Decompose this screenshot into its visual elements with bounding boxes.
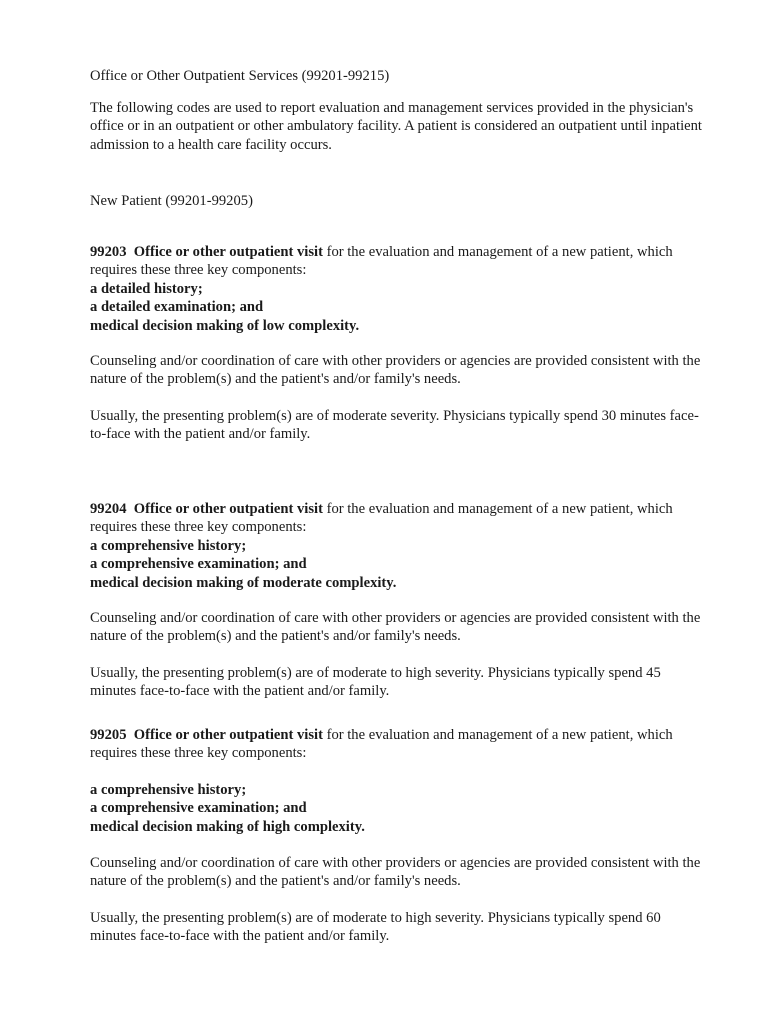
document-title: Office or Other Outpatient Services (99201-99215) [90,68,390,84]
code-number: 99203 [90,244,127,260]
visit-label: Office or other outpatient visit [133,501,323,517]
code-description: for the evaluation and management of a new patient, which requires these three key components: [90,244,673,279]
counseling-paragraph-99204: Counseling and/or coordination of care with other providers or agencies are provided consistent with the nature of the problem(s) and the patient's and/or family's needs. [90,610,701,645]
code-description: for the evaluation and management of a new patient, which requires these three key components: [90,727,673,762]
code-number: 99204 [90,501,127,517]
key-components-99203 [90,280,710,335]
component-item: a comprehensive examination; and [90,800,307,817]
key-components-99205 [90,781,710,836]
code-number: 99205 [90,727,127,743]
component-item: medical decision making of high complexity. [90,818,365,835]
severity-paragraph-99205: Usually, the presenting problem(s) are of moderate to high severity. Physicians typically spend 60 minutes face-to-face with the patient and/or family. [90,910,661,945]
intro-paragraph: The following codes are used to report evaluation and management services provided in the physician's office or in an outpatient or other ambulatory facility. A patient is considered an outpatient until inpatient admission to a health care facility occurs. [90,100,702,153]
code-description: for the evaluation and management of a new patient, which requires these three key components: [90,501,673,536]
component-item: a comprehensive history; [90,538,247,554]
component-item: a comprehensive examination; and [90,556,307,573]
visit-label: Office or other outpatient visit [133,244,323,260]
code-entry-99204 [90,500,710,537]
key-components-99204 [90,537,710,592]
code-entry-99205 [90,726,710,763]
counseling-paragraph-99205: Counseling and/or coordination of care with other providers or agencies are provided consistent with the nature of the problem(s) and the patient's and/or family's needs. [90,855,701,890]
component-item: medical decision making of low complexity. [90,317,360,334]
severity-paragraph-99203: Usually, the presenting problem(s) are of moderate severity. Physicians typically spend 30 minutes face-to-face with the patient and/or family. [90,408,699,443]
component-item: a detailed history; [90,281,203,297]
code-entry-99203 [90,243,710,280]
section-subheading: New Patient (99201-99205) [90,193,253,209]
counseling-paragraph-99203: Counseling and/or coordination of care with other providers or agencies are provided consistent with the nature of the problem(s) and the patient's and/or family's needs. [90,353,701,388]
visit-label: Office or other outpatient visit [133,727,323,743]
component-item: medical decision making of moderate complexity. [90,574,397,591]
severity-paragraph-99204: Usually, the presenting problem(s) are of moderate to high severity. Physicians typically spend 45 minutes face-to-face with the patient and/or family. [90,665,661,700]
component-item: a detailed examination; and [90,299,264,316]
component-item: a comprehensive history; [90,782,247,798]
